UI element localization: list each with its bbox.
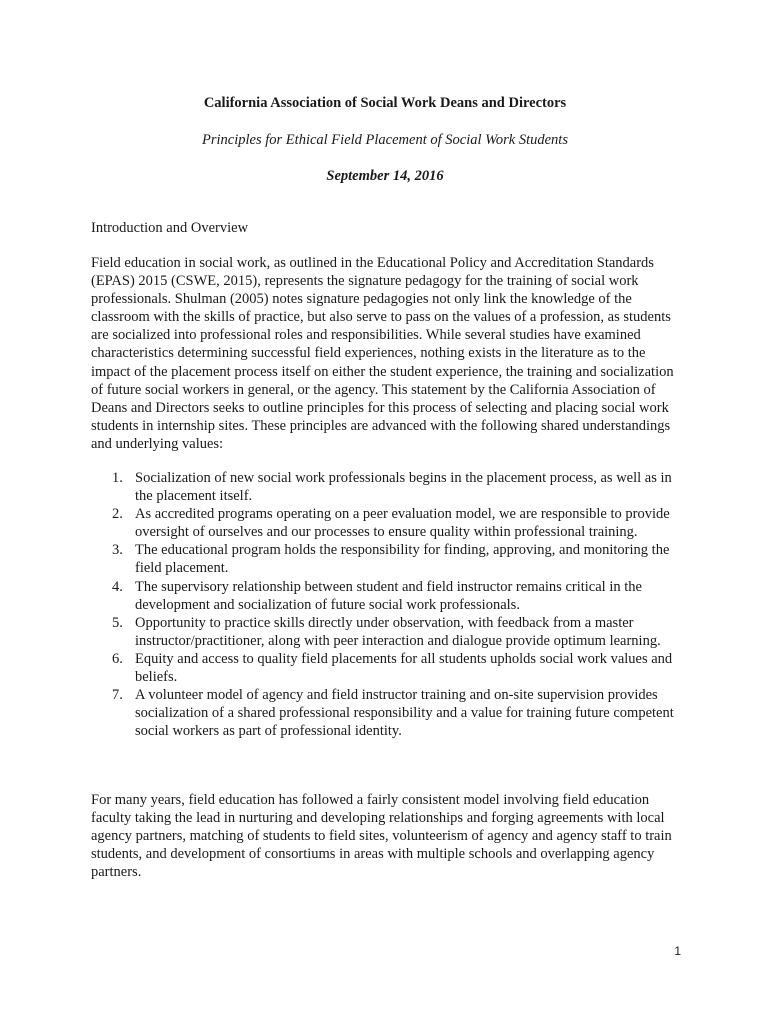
principles-list	[91, 469, 683, 740]
list-item	[91, 578, 683, 614]
list-item-number: 3.	[112, 542, 123, 559]
list-item-number: 2.	[112, 506, 123, 523]
section-heading: Introduction and Overview	[91, 220, 249, 236]
history-paragraph: For many years, field education has followed a fairly consistent model involving field education faculty taking the lead in nurturing and developing relationships and forging agreements with local agency partners, matching of students to field sites, volunteerism of agency and agency staff to train students, and development of consortiums in areas with multiple schools and overlapping agency partners.	[91, 792, 672, 881]
list-item-number: 5.	[112, 614, 123, 631]
list-item	[91, 686, 683, 740]
document-subtitle: Principles for Ethical Field Placement of Social Work Students	[202, 132, 568, 148]
page-number: 1	[674, 944, 681, 958]
list-item	[91, 650, 683, 686]
document-title: California Association of Social Work Deans and Directors	[203, 95, 567, 111]
list-item-number: 1.	[112, 470, 123, 486]
list-item	[91, 505, 683, 541]
list-item-text: A volunteer model of agency and field instructor training and on-site supervision provides socialization of a shared professional responsibility and a value for training future competent social workers as part of professional identity.	[135, 687, 674, 740]
intro-paragraph: Field education in social work, as outlined in the Educational Policy and Accreditation Standards (EPAS) 2015 (CSWE, 2015), represents the signature pedagogy for the training of social work professionals. Shulman (2005) notes signature pedagogies not only link the knowledge of the classroom with the skills of practice, but also serve to pass on the values of a profession, as students are socialized into professional roles and responsibilities. While several studies have examined characteristics determining successful field experiences, nothing exists in the literature as to the impact of the placement process itself on either the student experience, the training and socialization of future social workers in general, or the agency. This statement by the California Association of Deans and Directors seeks to outline principles for this process of selecting and placing social work students in internship sites. These principles are advanced with the following shared understandings and underlying values:	[91, 255, 674, 452]
list-item	[91, 541, 683, 577]
list-item-number: 4.	[112, 578, 123, 595]
list-item-number: 7.	[112, 687, 123, 704]
list-item-text: Opportunity to practice skills directly under observation, with feedback from a master instructor/practitioner, along with peer interaction and dialogue provide optimum learning.	[135, 614, 661, 649]
document-date: September 14, 2016	[326, 168, 444, 184]
list-item-text: As accredited programs operating on a peer evaluation model, we are responsible to provide oversight of ourselves and our processes to ensure quality within professional training.	[135, 506, 670, 541]
list-item	[91, 614, 683, 650]
list-item-text: Equity and access to quality field placements for all students upholds social work values and beliefs.	[135, 650, 673, 686]
list-item-number: 6.	[112, 650, 123, 667]
list-item-text: The educational program holds the responsibility for finding, approving, and monitoring the field placement.	[135, 542, 670, 577]
list-item-text: The supervisory relationship between student and field instructor remains critical in the development and socialization of future social work professionals.	[135, 578, 642, 613]
list-item	[91, 469, 683, 505]
list-item-text: Socialization of new social work professionals begins in the placement process, as well as in the placement itself.	[135, 470, 672, 505]
